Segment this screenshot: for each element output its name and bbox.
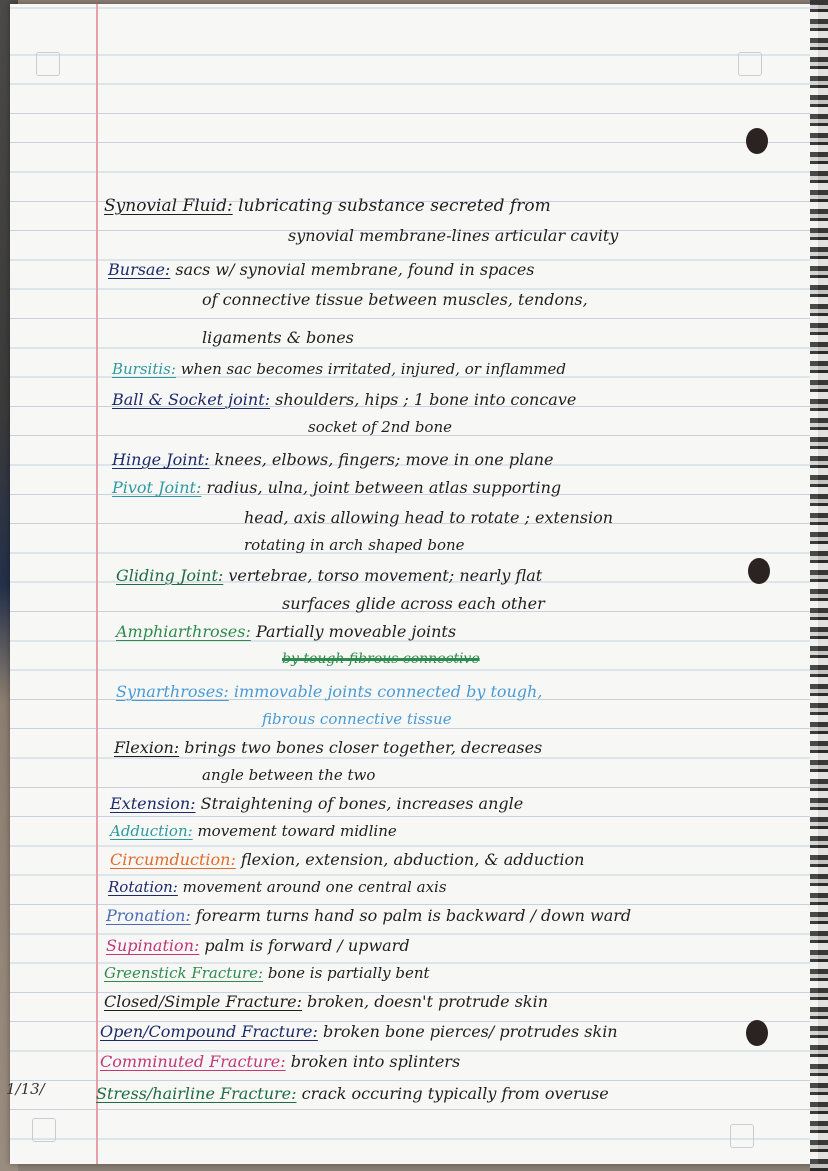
note-term: Closed/Simple Fracture:: [104, 992, 302, 1011]
note-term: Pivot Joint:: [112, 478, 202, 497]
note-term: Hinge Joint:: [112, 450, 210, 469]
note-line: [106, 938, 410, 954]
note-line: [110, 796, 523, 812]
note-line: [244, 510, 613, 526]
note-term: Open/Compound Fracture:: [100, 1022, 318, 1041]
note-text: broken, doesn't protrude skin: [301, 992, 549, 1011]
note-term: Ball & Socket joint:: [112, 390, 271, 409]
note-text: Straightening of bones, increases angle: [195, 794, 524, 813]
note-line: [112, 480, 561, 496]
note-text: fibrous connective tissue: [262, 710, 452, 728]
note-line: [116, 568, 542, 584]
note-term: Flexion:: [114, 738, 180, 757]
note-term: Bursae:: [108, 260, 171, 279]
note-line: [244, 538, 465, 553]
note-term: Supination:: [106, 936, 200, 955]
note-text: vertebrae, torso movement; nearly flat: [223, 566, 543, 585]
note-line: [114, 740, 542, 756]
note-line: [202, 768, 375, 783]
note-line: [112, 362, 566, 377]
note-term: Rotation:: [108, 878, 178, 896]
note-line: [108, 880, 447, 895]
note-term: Bursitis:: [112, 360, 176, 378]
note-line: [288, 228, 618, 244]
note-text: immovable joints connected by tough,: [228, 682, 543, 701]
note-line: [106, 908, 631, 924]
note-line: [96, 1086, 609, 1102]
note-text: ligaments & bones: [202, 328, 354, 347]
note-line: [104, 198, 551, 215]
note-term: Comminuted Fracture:: [100, 1052, 286, 1071]
note-line: [100, 1054, 460, 1070]
note-term: Amphiarthroses:: [116, 622, 251, 641]
note-text: lubricating substance secreted from: [232, 196, 551, 216]
note-text: socket of 2nd bone: [308, 418, 452, 436]
note-line: [112, 392, 576, 408]
note-line: [202, 292, 588, 308]
note-term: Adduction:: [110, 822, 193, 840]
note-text: flexion, extension, abduction, & adduction: [235, 850, 585, 869]
note-term: Synarthroses:: [116, 682, 229, 701]
note-line: [116, 624, 456, 640]
note-text: knees, elbows, fingers; move in one plane: [209, 450, 554, 469]
note-text: broken into splinters: [285, 1052, 461, 1071]
note-term: Extension:: [110, 794, 196, 813]
note-text: head, axis allowing head to rotate ; extension: [244, 508, 614, 527]
note-line: [110, 824, 397, 839]
note-text: by tough fibrous connective: [282, 651, 480, 667]
note-line: [108, 262, 535, 278]
page-date: 1/13/: [6, 1080, 45, 1098]
note-term: Gliding Joint:: [116, 566, 224, 585]
note-line: [104, 966, 430, 981]
note-text: crack occuring typically from overuse: [296, 1084, 609, 1103]
note-term: Circumduction:: [110, 850, 236, 869]
note-line: [202, 330, 354, 346]
note-text: radius, ulna, joint between atlas supporting: [201, 478, 562, 497]
note-text: of connective tissue between muscles, tendons,: [202, 290, 588, 309]
note-line: [308, 420, 452, 435]
note-line: [116, 684, 542, 700]
note-term: Synovial Fluid:: [104, 196, 233, 216]
note-text: forearm turns hand so palm is backward / down ward: [190, 906, 632, 925]
note-text: sacs w/ synovial membrane, found in spaces: [170, 260, 535, 279]
note-text: Partially moveable joints: [250, 622, 457, 641]
note-line: [282, 652, 480, 666]
note-line: [110, 852, 584, 868]
note-text: movement around one central axis: [177, 878, 447, 896]
note-text: palm is forward / upward: [199, 936, 410, 955]
note-text: broken bone pierces/ protrudes skin: [317, 1022, 618, 1041]
note-text: shoulders, hips ; 1 bone into concave: [270, 390, 577, 409]
note-text: surfaces glide across each other: [282, 594, 545, 613]
note-text: rotating in arch shaped bone: [244, 536, 465, 554]
note-line: [104, 994, 548, 1010]
note-text: when sac becomes irritated, injured, or inflammed: [175, 360, 567, 378]
note-text: brings two bones closer together, decreases: [179, 738, 543, 757]
note-term: Pronation:: [106, 906, 191, 925]
note-text: movement toward midline: [192, 822, 397, 840]
note-line: [262, 712, 452, 727]
note-line: [100, 1024, 618, 1040]
note-term: Greenstick Fracture:: [104, 964, 264, 982]
note-term: Stress/hairline Fracture:: [96, 1084, 297, 1103]
note-text: synovial membrane-lines articular cavity: [288, 226, 619, 245]
note-line: [282, 596, 545, 612]
note-text: bone is partially bent: [263, 964, 430, 982]
note-text: angle between the two: [202, 766, 376, 784]
note-line: [112, 452, 554, 468]
